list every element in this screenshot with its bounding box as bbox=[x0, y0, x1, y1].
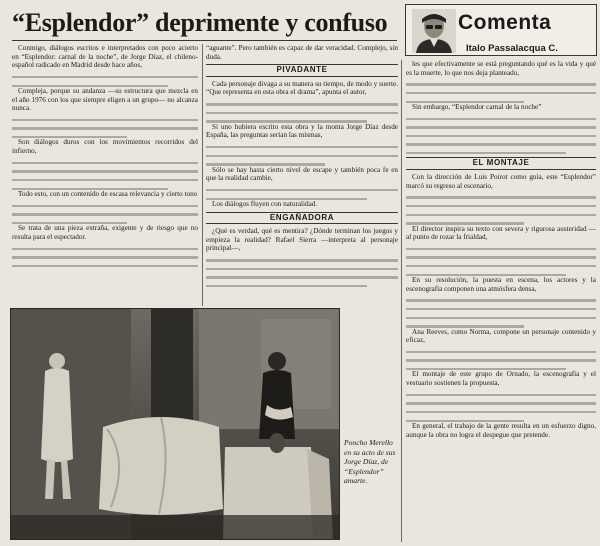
section-subhead: ENGAÑADORA bbox=[206, 212, 398, 225]
photo-caption: Poncho Merello en su acto de sus Jorge Díaz, de “Esplendor” amarte. bbox=[344, 438, 396, 486]
stage-photo-image bbox=[11, 309, 340, 540]
paragraph: Se trata de una pieza extraña, exigente y de riesgo que no resulta para el espectador. bbox=[12, 224, 198, 241]
paragraph: Los diálogos fluyen con naturalidad. bbox=[212, 199, 318, 208]
paragraph: Cada personaje divaga a su manera su tiempo, de modo y suerte. “Que representa en esta obra el drama”, apunta el autor, bbox=[206, 79, 398, 97]
paragraph: Conmigo, diálogos escritos e interpretados con poco acierto en “Esplendor: carnal de la noche”, de Jorge Díaz, el chileno-español radicado en Madrid desde hace años, bbox=[12, 44, 198, 70]
paragraph: Ana Reeves, como Norma, compone un personaje contenido y eficaz, bbox=[406, 327, 596, 345]
paragraph: El director inspira su texto con severa y rigurosa austeridad —al punto de rozar la frialdad, bbox=[406, 224, 596, 242]
paragraph: En general, el trabajo de la gente resulta en un esfuerzo digno, aunque la obra no logra el despegue que pretende. bbox=[406, 421, 596, 439]
byline: Italo Passalacqua C. bbox=[466, 43, 558, 54]
column-divider bbox=[401, 60, 402, 542]
column-1 bbox=[12, 44, 198, 306]
column-divider bbox=[202, 44, 203, 306]
text-lines bbox=[12, 76, 198, 87]
section-subhead: PIVADANTE bbox=[206, 64, 398, 77]
paragraph: Con la dirección de Luis Poirot como guía, este “Esplendor” marcó su regreso al escenario, bbox=[406, 173, 596, 190]
stage-photo bbox=[10, 308, 340, 540]
column-3 bbox=[406, 60, 596, 542]
paragraph: Sin embargo, “Esplendor carnal de la noche” bbox=[412, 102, 542, 111]
article-headline: “Esplendor” deprimente y confuso bbox=[12, 8, 397, 41]
paragraph: Todo esto, con un contenido de escasa relevancia y cierto tono bbox=[18, 189, 198, 198]
paragraph: Sólo se hay hasta cierto nivel de escape y también poca fe en que la realidad cambie, bbox=[206, 165, 398, 183]
author-portrait bbox=[412, 9, 456, 53]
paragraph: “aguante”. Pero también es capaz de dar veracidad. Complejo, sin duda. bbox=[206, 44, 398, 61]
paragraph: Son diálogos duros con los movimientos recorridos del infierno, bbox=[12, 138, 198, 156]
paragraph: El montaje de este grupo de Ornado, la escenografía y el vestuario sostienen la propuesta, bbox=[406, 370, 596, 388]
paragraph: En su resolución, la puesta en escena, los actores y la escenografía componen una atmósfera densa, bbox=[406, 276, 596, 293]
paragraph: ¿Qué es verdad, qué es mentira? ¿Dónde terminan los juegos y empieza la realidad? Rafael Sierra —interpreta al personaje principal—, bbox=[206, 227, 398, 253]
paragraph: les que efectivamente se está preguntando qué es la vida y qué es la muerte, lo que nos deja planteado, bbox=[406, 60, 596, 77]
paragraph: Si uno hubiera escrito esta obra y la monta Jorge Díaz desde España, las preguntas serían las mismas, bbox=[206, 122, 398, 140]
paragraph: Compleja, porque su andanza —su estructura que mezcla en el año 1976 con los que siempre eligen a un grupo— no alcanza nunca. bbox=[12, 86, 198, 113]
section-subhead: EL MONTAJE bbox=[406, 157, 596, 170]
column-2 bbox=[206, 44, 398, 306]
comenta-title: Comenta bbox=[458, 11, 552, 34]
comenta-header-box bbox=[405, 4, 597, 56]
